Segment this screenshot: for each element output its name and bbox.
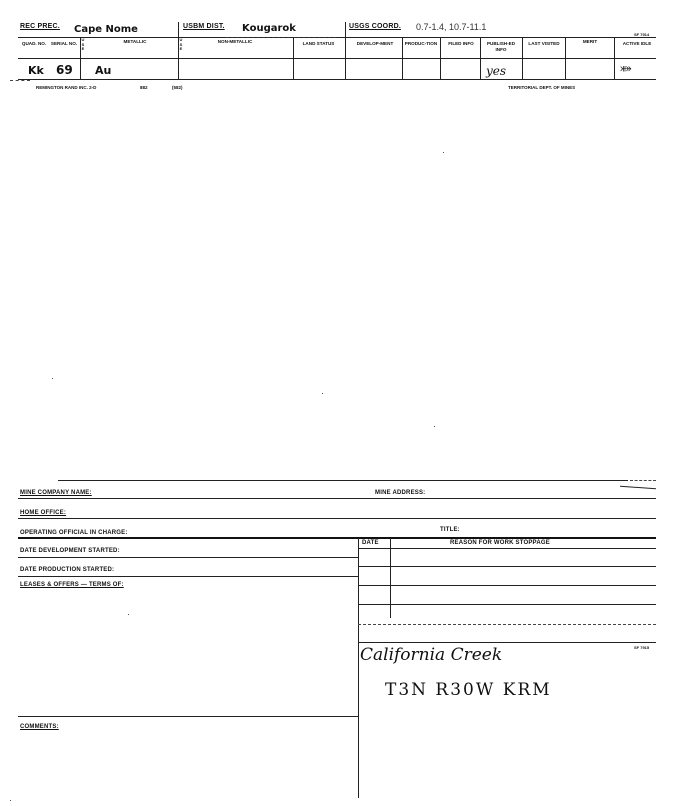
col-published-info: PUBLISH-ED INFO xyxy=(486,41,516,52)
title-label: TITLE: xyxy=(440,527,460,533)
col-use-nonmetallic: U S E xyxy=(179,37,183,51)
usgs-coord-label: USGS COORD. xyxy=(349,23,401,30)
date-development-label: DATE DEVELOPMENT STARTED: xyxy=(20,548,120,554)
form-number-top: SF 7914 xyxy=(634,32,650,37)
usbm-dist-label: USBM DIST. xyxy=(183,23,225,30)
row-metallic: Au xyxy=(95,64,112,77)
reason-header: REASON FOR WORK STOPPAGE xyxy=(450,540,550,546)
top-footer-right: TERRITORIAL DEPT. OF MINES xyxy=(508,85,576,90)
leases-offers-label: LEASES & OFFERS — TERMS OF: xyxy=(20,582,124,588)
top-footer-code1: 882 xyxy=(140,85,148,90)
handwritten-location: California Creek xyxy=(360,645,503,665)
home-office-label: HOME OFFICE: xyxy=(20,510,67,516)
col-filed-info: FILED INFO xyxy=(448,41,474,46)
col-land-status: LAND STATUS xyxy=(302,41,335,46)
top-footer-code2: (582) xyxy=(172,85,183,90)
col-development: DEVELOP-MENT xyxy=(356,41,394,46)
col-active-idle: ACTIVE IDLE xyxy=(622,41,652,46)
row-active-mark: ⤘ xyxy=(620,60,632,75)
mine-address-label: MINE ADDRESS: xyxy=(375,490,426,496)
form-number-bottom: SF 7915 xyxy=(634,645,650,650)
rec-prec-label: REC PREC. xyxy=(20,23,60,30)
col-merit: MERIT xyxy=(582,39,598,44)
comments-label: COMMENTS: xyxy=(20,724,59,730)
row-quad: Kk xyxy=(28,64,44,77)
col-production: PRODUC-TION xyxy=(404,41,438,46)
col-use-metallic: U S E xyxy=(81,37,85,51)
usbm-dist-value: Kougarok xyxy=(242,23,296,34)
col-serial-no: SERIAL NO. xyxy=(50,41,78,46)
usgs-coord-value: 0.7-1.4, 10.7-11.1 xyxy=(416,22,487,32)
col-quad-no: QUAD. NO. xyxy=(21,41,47,46)
col-last-visited: LAST VISITED xyxy=(528,41,560,46)
top-footer-left: REMINGTON RAND INC. 2-D xyxy=(36,85,97,90)
date-header: DATE xyxy=(362,540,379,546)
row-serial: 69 xyxy=(56,63,73,77)
row-published: yes xyxy=(486,64,507,78)
operating-official-label: OPERATING OFFICIAL IN CHARGE: xyxy=(20,530,128,536)
date-production-label: DATE PRODUCTION STARTED: xyxy=(20,567,115,573)
mine-company-name-label: MINE COMPANY NAME: xyxy=(20,490,92,496)
handwritten-township: T3N R30W KRM xyxy=(385,680,552,700)
col-metallic: METALLIC xyxy=(123,39,147,44)
col-non-metallic: NON-METALLIC xyxy=(217,39,253,44)
rec-prec-value: Cape Nome xyxy=(74,24,138,35)
